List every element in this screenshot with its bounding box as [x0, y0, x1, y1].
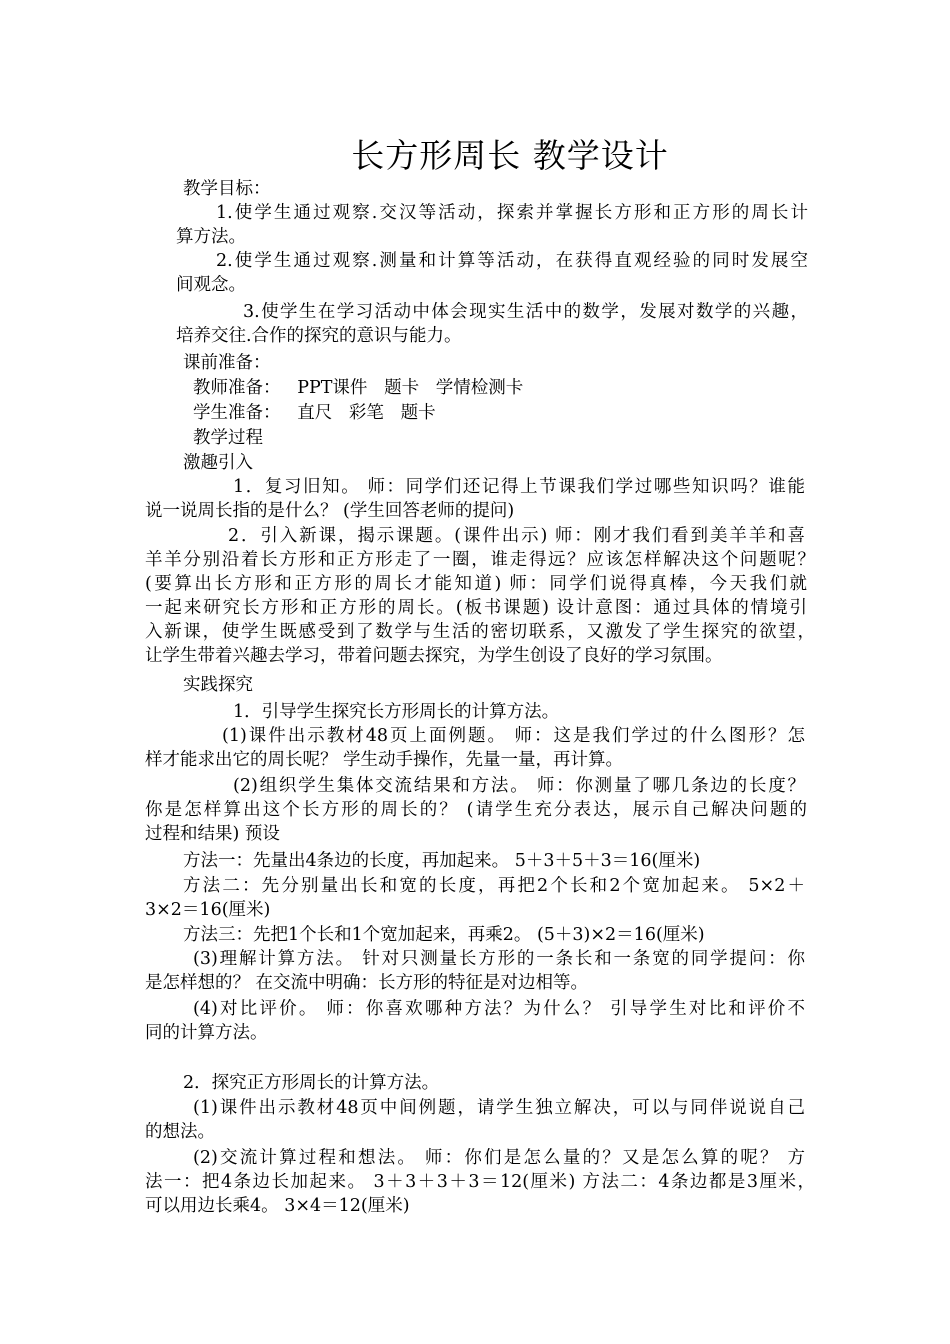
- document-title: 长方形周长 教学设计: [351, 136, 669, 175]
- text-line: 样才能求出它的周长呢？ 学生动手操作，先量一量，再计算。: [145, 750, 624, 770]
- text-line: 一起来研究长方形和正方形的周长。(板书课题) 设计意图：通过具体的情境引: [145, 598, 807, 618]
- text-line: 方法一：先量出4条边的长度，再加起来。 5＋3＋5＋3＝16(厘米): [183, 851, 701, 871]
- text-line: 过程和结果) 预设: [145, 824, 280, 844]
- text-line: 间观念。: [176, 275, 246, 295]
- text-line: 1．复习旧知。 师：同学们还记得上节课我们学过哪些知识吗？谁能: [233, 477, 805, 497]
- text-line: 激趣引入: [183, 453, 253, 473]
- text-line: 3×2＝16(厘米): [145, 900, 271, 920]
- text-line: (1)课件出示教材48页中间例题，请学生独立解决，可以与同伴说说自己: [193, 1098, 805, 1118]
- text-line: 方法三：先把1个长和1个宽加起来，再乘2。 (5＋3)×2＝16(厘米): [183, 925, 705, 945]
- text-line: (要算出长方形和正方形的周长才能知道) 师：同学们说得真棒，今天我们就: [145, 574, 807, 594]
- text-line: 羊羊分别沿着长方形和正方形走了一圈，谁走得远？应该怎样解决这个问题呢？: [145, 550, 815, 570]
- text-line: 3.使学生在学习活动中体会现实生活中的数学，发展对数学的兴趣，: [243, 302, 808, 322]
- text-line: (4)对比评价。 师：你喜欢哪种方法？为什么？ 引导学生对比和评价不: [193, 999, 805, 1019]
- text-line: 课前准备：: [183, 353, 271, 373]
- text-line: 教学过程: [193, 428, 263, 448]
- text-line: 是怎样想的？ 在交流中明确：长方形的特征是对边相等。: [145, 973, 589, 993]
- text-line: 方法二：先分别量出长和宽的长度，再把2个长和2个宽加起来。 5×2＋: [183, 876, 805, 896]
- text-line: 法一：把4条边长加起来。 3＋3＋3＋3＝12(厘米) 方法二：4条边都是3厘米，: [145, 1172, 815, 1192]
- text-line: (2)组织学生集体交流结果和方法。 师：你测量了哪几条边的长度？: [233, 776, 805, 796]
- text-line: (1)课件出示教材48页上面例题。 师：这是我们学过的什么图形？怎: [222, 726, 805, 746]
- text-line: 1．引导学生探究长方形周长的计算方法。: [233, 702, 560, 722]
- text-line: 2.使学生通过观察.测量和计算等活动，在获得直观经验的同时发展空: [216, 251, 808, 271]
- text-line: 可以用边长乘4。 3×4＝12(厘米): [145, 1196, 410, 1216]
- text-line: 同的计算方法。: [145, 1023, 268, 1043]
- text-line: 你是怎样算出这个长方形的周长的？ (请学生充分表达，展示自己解决问题的: [145, 800, 807, 820]
- text-line: 2．探究正方形周长的计算方法。: [183, 1073, 440, 1093]
- text-line: 算方法。: [176, 227, 246, 247]
- text-line: 教学目标：: [183, 179, 271, 199]
- text-line: 实践探究: [183, 675, 253, 695]
- text-line: 让学生带着兴趣去学习，带着问题去探究，为学生创设了良好的学习氛围。: [145, 646, 723, 666]
- text-line: 1.使学生通过观察.交汉等活动，探索并掌握长方形和正方形的周长计: [216, 203, 808, 223]
- text-line: 培养交往.合作的探究的意识与能力。: [176, 326, 462, 346]
- text-line: 的想法。: [145, 1122, 215, 1142]
- text-line: 学生准备： 直尺 彩笔 题卡: [193, 403, 436, 423]
- text-line: 2．引入新课，揭示课题。(课件出示) 师：刚才我们看到美羊羊和喜: [228, 526, 805, 546]
- text-line: 入新课，使学生既感受到了数学与生活的密切联系，又激发了学生探究的欲望，: [145, 622, 815, 642]
- text-line: (3)理解计算方法。 针对只测量长方形的一条长和一条宽的同学提问：你: [193, 949, 805, 969]
- text-line: (2)交流计算过程和想法。 师：你们是怎么量的？又是怎么算的呢？ 方: [193, 1148, 805, 1168]
- text-line: 说一说周长指的是什么？ (学生回答老师的提问): [145, 501, 515, 521]
- text-line: 教师准备： PPT课件 题卡 学情检测卡: [193, 378, 524, 398]
